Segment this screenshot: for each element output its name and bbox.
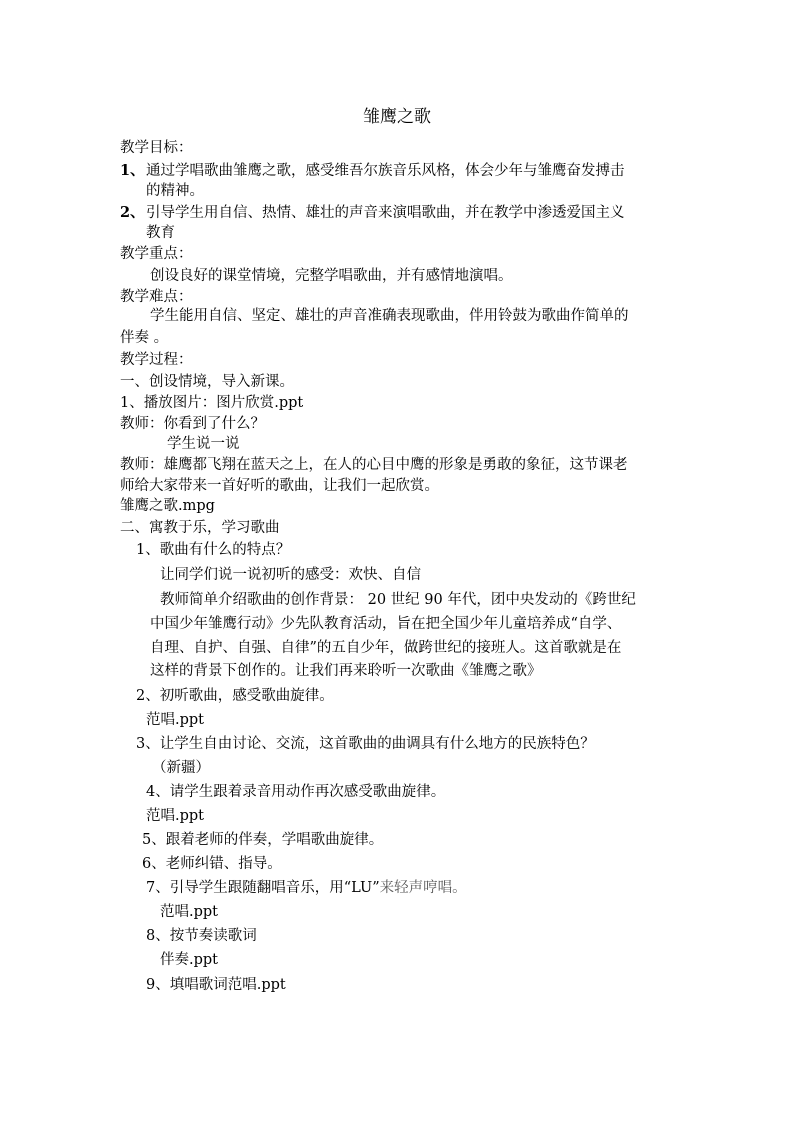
- part-1-step-1: 1、播放图片：图片欣赏.ppt: [120, 395, 304, 411]
- key-heading: 教学重点：: [120, 246, 193, 262]
- document-title: 雏鹰之歌: [363, 107, 431, 127]
- difficulty-line-1: 学生能用自信、坚定、雄壮的声音准确表现歌曲，伴用铃鼓为歌曲作简单的: [150, 308, 629, 324]
- question-6: 6、老师纠错、指导。: [142, 856, 282, 872]
- key-text: 创设良好的课堂情境，完整学唱歌曲，并有感情地演唱。: [150, 268, 513, 284]
- question-7-resource: 范唱.ppt: [160, 904, 218, 920]
- goal-2-line-2: 教育: [146, 225, 175, 241]
- goal-heading: 教学目标：: [120, 140, 193, 156]
- goal-2-number: 2、: [120, 204, 145, 221]
- question-1-background-line-3: 自理、自护、自强、自律”的五自少年，做跨世纪的接班人。这首歌就是在: [150, 640, 622, 656]
- difficulty-line-2: 伴奏 。: [120, 330, 169, 346]
- question-7: [146, 878, 467, 898]
- question-7-text: 7、引导学生跟随翻唱音乐，用“LU”: [146, 880, 380, 896]
- question-9: 9、填唱歌词范唱.ppt: [146, 977, 286, 993]
- question-7-text-tail: 来轻声哼唱。: [379, 880, 467, 896]
- goal-1-line-2: 的精神。: [146, 183, 204, 199]
- question-3: 3、让学生自由讨论、交流，这首歌曲的曲调具有什么地方的民族特色？: [136, 736, 595, 752]
- question-5: 5、跟着老师的伴奏，学唱歌曲旋律。: [142, 832, 384, 848]
- question-1: 1、歌曲有什么的特点？: [136, 542, 291, 558]
- question-4: 4、请学生跟着录音用动作再次感受歌曲旋律。: [146, 784, 446, 800]
- question-3-answer: （新疆）: [152, 760, 210, 776]
- question-1-answer: 让同学们说一说初听的感受：欢快、自信: [160, 567, 421, 583]
- difficulty-heading: 教学难点：: [120, 289, 193, 305]
- part-1-step-3: 学生说一说: [167, 436, 240, 452]
- question-1-background-line-2: 中国少年雏鹰行动》少先队教育活动，旨在把全国少年儿童培养成“自学、: [150, 616, 622, 632]
- question-4-resource: 范唱.ppt: [146, 808, 204, 824]
- part-1-step-5: 雏鹰之歌.mpg: [120, 498, 215, 514]
- question-1-background-line-1: 教师简单介绍歌曲的创作背景： 20 世纪 90 年代，团中央发动的《跨世纪: [160, 592, 636, 608]
- part-2-heading: 二、寓教于乐，学习歌曲: [120, 520, 280, 536]
- goal-1-number: 1、: [120, 162, 145, 179]
- process-heading: 教学过程：: [120, 352, 193, 368]
- part-1-heading: 一、创设情境，导入新课。: [120, 374, 294, 390]
- goal-1-line-1: 通过学唱歌曲雏鹰之歌，感受维吾尔族音乐风格，体会少年与雏鹰奋发搏击: [146, 163, 625, 179]
- question-8: 8、按节奏读歌词: [146, 928, 257, 944]
- question-8-resource: 伴奏.ppt: [160, 952, 218, 968]
- goal-2-line-1: 引导学生用自信、热情、雄壮的声音来演唱歌曲，并在教学中渗透爱国主义: [146, 205, 625, 221]
- part-1-step-4-line-1: 教师：雄鹰都飞翔在蓝天之上，在人的心目中鹰的形象是勇敢的象征，这节课老: [120, 457, 628, 473]
- question-2-resource: 范唱.ppt: [146, 712, 204, 728]
- part-1-step-4-line-2: 师给大家带来一首好听的歌曲，让我们一起欣赏。: [120, 478, 439, 494]
- question-1-background-line-4: 这样的背景下创作的。让我们再来聆听一次歌曲《雏鹰之歌》: [150, 663, 542, 679]
- question-2: 2、初听歌曲，感受歌曲旋律。: [136, 688, 334, 704]
- part-1-step-2: 教师：你看到了什么？: [120, 416, 265, 432]
